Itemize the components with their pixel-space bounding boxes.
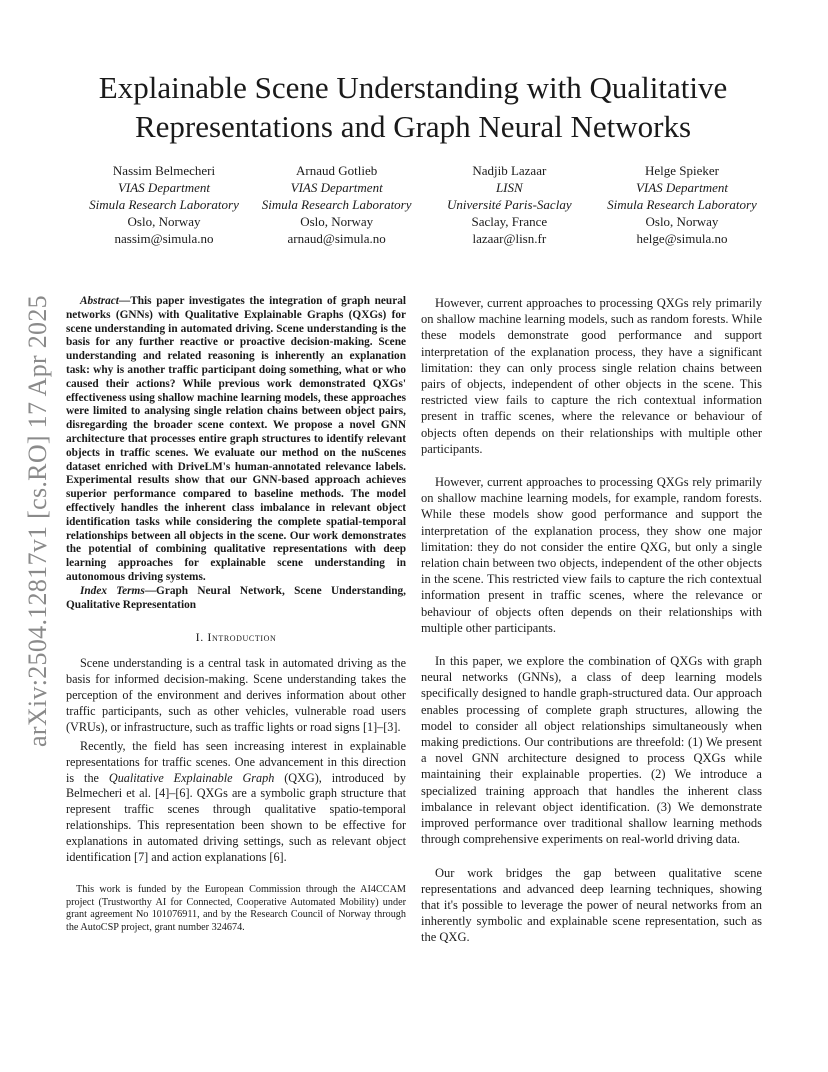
author-name: Nadjib Lazaar	[472, 163, 547, 178]
right-column	[421, 295, 762, 963]
left-column	[66, 295, 406, 934]
author-email: nassim@simula.no	[114, 231, 214, 246]
intro-paragraph-1: Scene understanding is a central task in automated driving as the basis for informed decision-making. Scene understanding takes the perception of the environment and derives information about other traffic participants, such as other vehicles, vulnerable road users (VRUs), or infrastructure, such as traffic lights or road signs [1]–[3].	[66, 656, 406, 734]
author-organization: Simula Research Laboratory	[89, 197, 239, 212]
arxiv-identifier: arXiv:2504.12817v1 [cs.RO] 17 Apr 2025	[23, 295, 52, 747]
author-organization: Simula Research Laboratory	[607, 197, 757, 212]
author-location: Oslo, Norway	[127, 214, 201, 229]
author-department: VIAS Department	[117, 180, 211, 195]
arxiv-sidebar-stamp	[19, 282, 57, 760]
right-paragraph-3: In this paper, we explore the combination of QXGs with graph neural networks (GNNs), a class of deep learning models specifically designed to handle graph-structured data. Our approach enables processing of complete graph structures, allowing the model to consider all object relationships simultaneously when making predictions. Our contributions are threefold: (1) We present a novel GNN architecture designed to process QXGs while maintaining their explainable properties. (2) We introduce a specialized training approach that handles the inherent class imbalance in relevant object identification. (3) We demonstrate improved performance over traditional shallow learning methods through comprehensive experiments on real-world driving data.	[421, 654, 762, 847]
abstract-label: Abstract	[80, 295, 119, 307]
right-paragraph-1: However, current approaches to processing QXGs rely primarily on shallow machine learning models, such as random forests. While these models demonstrate good performance and support interpretation of the explanation process, they have a significant limitation: they can only process single relation chains between pairs of objects, independent of other objects in the scene. This restricted view fails to capture the rich contextual information present in traffic scenes, where the relevance or behaviour of objects often depends on their relationships with multiple other participants.	[421, 296, 762, 456]
author-department: VIAS Department	[635, 180, 728, 195]
author-email: helge@simula.no	[636, 231, 728, 246]
author-location: Saclay, France	[471, 214, 548, 229]
abstract	[66, 295, 406, 585]
author-organization: Université Paris-Saclay	[447, 197, 572, 212]
author-name: Nassim Belmecheri	[112, 163, 216, 178]
author-block	[78, 162, 768, 247]
index-terms	[66, 585, 406, 613]
index-terms-text: —Graph Neural Network, Scene Understanding, Qualitative Representation	[66, 584, 406, 611]
funding-footnote: This work is funded by the European Commission through the AI4CCAM project (Trustworthy AI for Connected, Cooperative Automated Mobility) under grant agreement No 101076911, and by the Research Council of Norway through the AutoCSP project, grant number 324674.	[66, 884, 406, 933]
intro-paragraph-2	[66, 739, 406, 866]
author-1	[78, 162, 250, 247]
author-department: LISN	[495, 180, 523, 195]
author-name: Helge Spieker	[644, 163, 719, 178]
author-name: Arnaud Gotlieb	[296, 163, 378, 178]
author-location: Oslo, Norway	[645, 214, 719, 229]
author-location: Oslo, Norway	[300, 214, 374, 229]
author-department: VIAS Department	[290, 180, 383, 195]
section-heading-introduction: I. Introduction	[195, 630, 277, 645]
intro-paragraph-2-end: (QXG), introduced by Belmecheri et al. [4]–[6]. QXGs are a symbolic graph structure that represent traffic scenes through qualitative spatio-temporal relationships. This representation been shown to be effective for explanations in automated driving settings, such as relevant object identification [7] and action explanations [6].	[66, 770, 406, 865]
intro-paragraph-2-emphasis: Qualitative Explainable Graph	[108, 770, 275, 785]
right-paragraph-4: Our work bridges the gap between qualitative scene representations and advanced deep learning techniques, showing that it's possible to leverage the power of neural networks from an inherently symbolic and explainable scene representation, such as the QXG.	[421, 865, 762, 945]
index-terms-label: Index Terms	[80, 584, 145, 597]
author-3	[423, 162, 595, 247]
right-paragraph-2: However, current approaches to processing QXGs rely primarily on shallow machine learning models, for example, random forests. While these models show good performance and support the interpretation of the explanation process, they show one major limitation: they do not consider the entire QXG, but only a single relation chain between two objects, independent of the other objects in the scene. This restricted view fails to capture the rich contextual information present in traffic scenes, where the relevance or behaviour of objects often depends on their relationships with multiple other participants.	[421, 475, 762, 635]
abstract-text: —This paper investigates the integration of graph neural networks (GNNs) with Qualitative Explainable Graphs (QXGs) for scene understanding in automated driving. Scene understanding is the basis for any further reactive or proactive decision-making. Scene understanding and related reasoning is inherently an explanation task: why is another traffic participant doing something, what or who caused their actions? While previous work demonstrated QXGs' effectiveness using shallow machine learning models, these approaches were limited to analysing single relation chains between object pairs, disregarding the broader scene context. We propose a novel GNN architecture that processes entire graph structures to identify relevant objects in traffic scenes. We evaluate our method on the nuScenes dataset enriched with DriveLM's human-annotated relevance labels. Experimental results show that our GNN-based approach achieves superior performance compared to baseline methods. The model effectively handles the inherent class imbalance in relevant object identification tasks while considering the complete spatial-temporal relationships between all objects in the scene. Our work demonstrates the potential of combining qualitative representations with deep learning approaches for explainable scene understanding in autonomous driving systems.	[66, 295, 406, 583]
author-2	[251, 162, 423, 247]
author-email: lazaar@lisn.fr	[472, 231, 547, 246]
paper-title: Explainable Scene Understanding with Qualitative Representations and Graph Neural Networks	[98, 70, 728, 144]
author-organization: Simula Research Laboratory	[261, 197, 412, 212]
intro-paragraph-2-start: Recently, the field has seen increasing interest in explainable representations for traffic scenes. One advancement in this direction is the	[66, 738, 406, 785]
author-email: arnaud@simula.no	[287, 231, 386, 246]
author-4	[596, 162, 768, 247]
